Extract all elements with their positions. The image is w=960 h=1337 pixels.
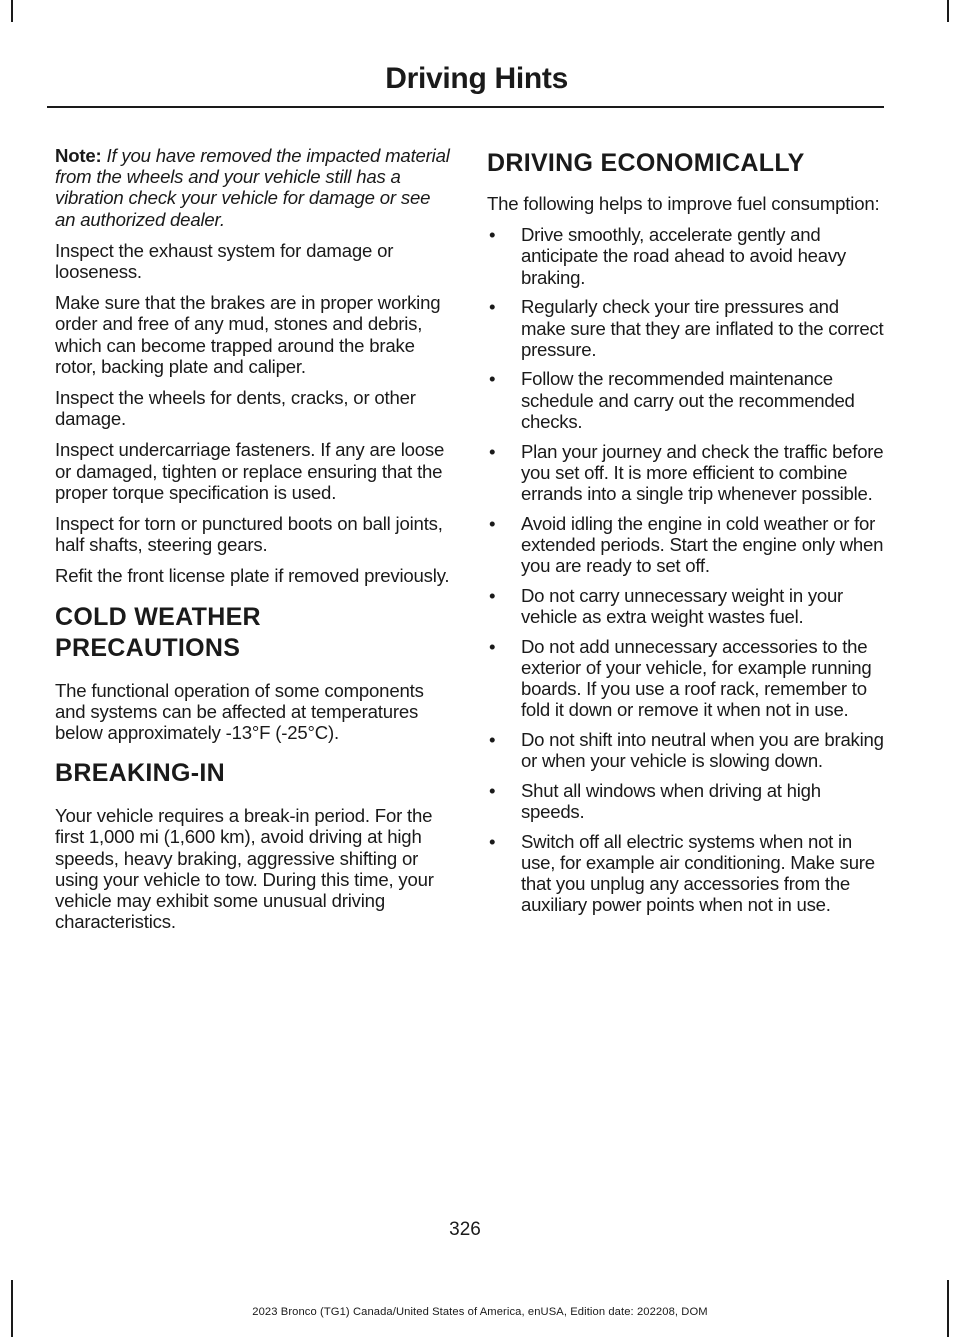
bullet-icon: • [489,830,496,852]
note-text: If you have removed the impacted material from the wheels and your vehicle still has a vibration check your vehicle for damage or see an authorized dealer. [55,145,450,230]
list-item [487,780,887,822]
bullet-icon: • [489,440,496,462]
fuel-tips-list [487,224,887,915]
bullet-icon: • [489,368,496,390]
right-column [487,148,887,924]
paragraph: Refit the front license plate if removed previously. [55,565,450,587]
list-item [487,585,887,627]
list-item [487,224,887,288]
list-item-text: Do not carry unnecessary weight in your vehicle as extra weight wastes fuel. [521,584,843,627]
list-item-text: Plan your journey and check the traffic before you set off. It is more efficient to combine errands into a single trip whenever possible. [521,440,884,504]
bullet-icon: • [489,512,496,534]
crop-mark-top-right [947,0,949,22]
driving-economically-intro: The following helps to improve fuel consumption: [487,193,880,214]
list-item-text: Do not add unnecessary accessories to the exterior of your vehicle, for example running boards. If you use a roof rack, remember to fold it down or remove it when not in use. [521,635,872,721]
driving-economically-heading: DRIVING ECONOMICALLY [487,149,805,177]
bullet-icon: • [489,584,496,606]
note-label: Note: [55,145,102,166]
list-item-text: Do not shift into neutral when you are braking or when your vehicle is slowing down. [521,728,884,772]
list-item-text: Shut all windows when driving at high speeds. [521,779,821,823]
bullet-icon: • [489,635,496,657]
list-item-text: Regularly check your tire pressures and make sure that they are inflated to the correct pressure. [521,296,884,360]
edition-footer: 2023 Bronco (TG1) Canada/United States of America, enUSA, Edition date: 202208, DOM [252,1306,708,1318]
cold-weather-heading-line1: COLD WEATHER [55,602,261,631]
list-item-text: Switch off all electric systems when not in use, for example air conditioning. Make sure that you unplug any accessories from the auxiliary power points when not in use. [521,830,875,916]
list-item-text: Drive smoothly, accelerate gently and anticipate the road ahead to avoid heavy braking. [521,224,846,288]
list-item [487,296,887,360]
cold-weather-text: The functional operation of some components and systems can be affected at temperatures below approximately -13°F (-25°C). [55,679,424,744]
list-item [487,513,887,577]
list-item [487,368,887,432]
bullet-icon: • [489,728,496,750]
page-number: 326 [449,1219,481,1240]
header-divider [47,106,884,108]
cold-weather-heading-line2: PRECAUTIONS [55,633,241,662]
bullet-icon: • [489,779,496,801]
paragraph: Make sure that the brakes are in proper working order and free of any mud, stones and debris, which can become trapped around the brake rotor, backing plate and caliper. [55,292,441,377]
list-item [487,636,887,721]
paragraph: Inspect for torn or punctured boots on ball joints, half shafts, steering gears. [55,513,443,556]
list-item [487,441,887,505]
list-item [487,729,887,771]
section-title: Driving Hints [385,62,568,95]
cold-weather-heading [55,602,455,664]
paragraph: Inspect the exhaust system for damage or looseness. [55,239,394,283]
breaking-in-text: Your vehicle requires a break-in period. For the first 1,000 mi (1,600 km), avoid driving at high speeds, heavy braking, aggressive shifting or using your vehicle to tow. During this time, your vehicle may exhibit some unusual driving characteristics. [55,805,434,933]
crop-mark-top-left [11,0,13,22]
paragraph: Inspect undercarriage fasteners. If any are loose or damaged, tighten or replace ensuring that the proper torque specification is used. [55,439,445,503]
breaking-in-heading: BREAKING-IN [55,759,225,788]
list-item-text: Avoid idling the engine in cold weather or for extended periods. Start the engine only when you are ready to set off. [521,512,884,577]
note-paragraph [55,145,455,230]
left-column [55,145,455,942]
bullet-icon: • [489,224,496,246]
paragraph: Inspect the wheels for dents, cracks, or other damage. [55,387,416,430]
list-item-text: Follow the recommended maintenance schedule and carry out the recommended checks. [521,368,855,432]
bullet-icon: • [489,296,496,318]
list-item [487,831,887,916]
